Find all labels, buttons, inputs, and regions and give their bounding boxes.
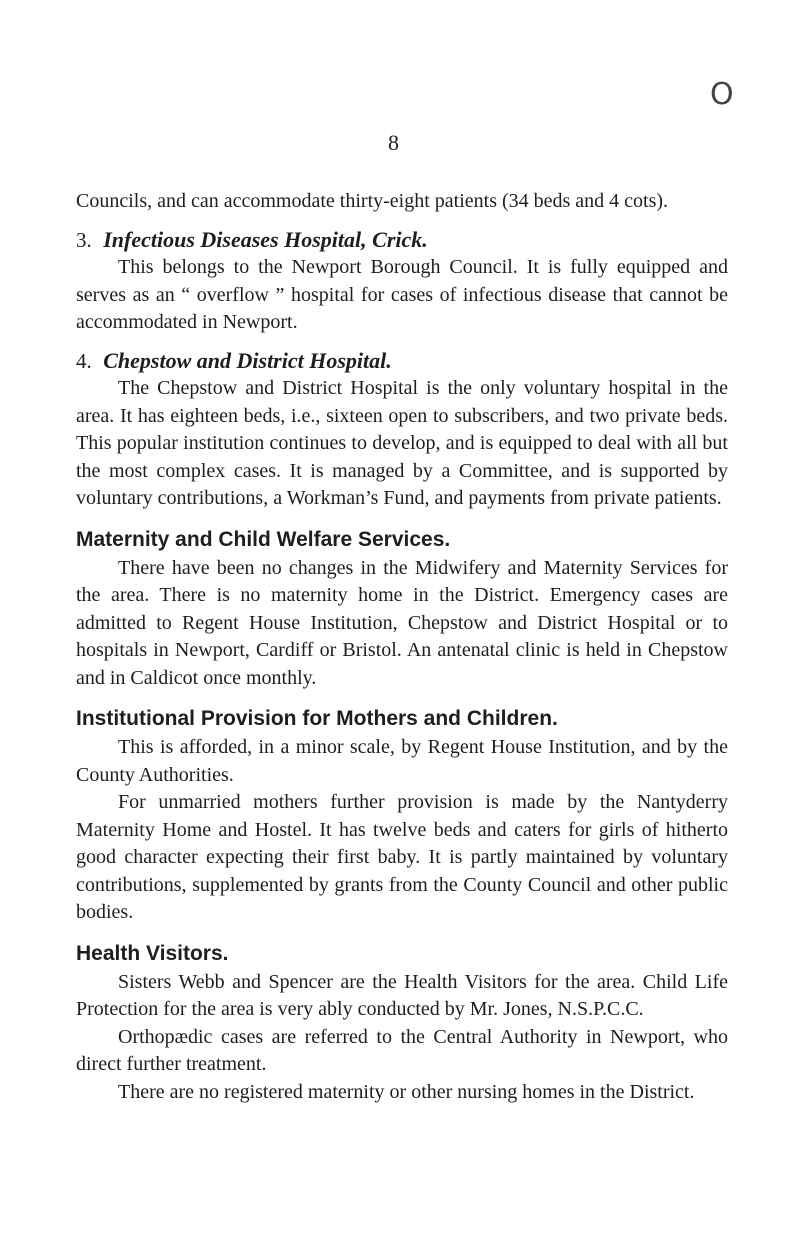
health-visitors-para-1: Sisters Webb and Spencer are the Health Visitors for the area. Child Life Protection for the area is very ably conducted by Mr. Jones, N.S.P.C.C. bbox=[76, 970, 728, 1020]
health-visitors-para-3: There are no registered maternity or other nursing homes in the District. bbox=[118, 1080, 695, 1103]
corner-mark: O bbox=[710, 77, 734, 112]
maternity-heading: Maternity and Child Welfare Services. bbox=[76, 527, 451, 551]
health-visitors-heading: Health Visitors. bbox=[76, 941, 229, 965]
health-visitors-para-2: Orthopædic cases are referred to the Central Authority in Newport, who direct further treatment. bbox=[76, 1025, 728, 1075]
item-4-number: 4. bbox=[76, 348, 92, 373]
intro-paragraph: Councils, and can accommodate thirty-eight patients (34 beds and 4 cots). bbox=[76, 190, 669, 212]
item-3-title: Infectious Diseases Hospital, Crick. bbox=[103, 226, 428, 252]
item-3-number: 3. bbox=[76, 227, 92, 252]
item-4-heading bbox=[76, 347, 728, 376]
institutional-heading: Institutional Provision for Mothers and Children. bbox=[76, 707, 558, 730]
institutional-para-1: This is afforded, in a minor scale, by Regent House Institution, and by the County Authorities. bbox=[76, 736, 728, 786]
item-4-title: Chepstow and District Hospital. bbox=[103, 347, 392, 373]
page-number: 8 bbox=[388, 130, 399, 155]
institutional-para-2: For unmarried mothers further provision is made by the Nantyderry Maternity Home and Hostel. It has twelve beds and caters for girls of hitherto good character expecting their first baby. It is partly maintained by voluntary contributions, supplemented by grants from the County Council and other public bodies. bbox=[76, 791, 728, 923]
document-body bbox=[76, 188, 728, 1106]
item-4-body: The Chepstow and District Hospital is the only voluntary hospital in the area. It has eighteen beds, i.e., sixteen open to subscribers, and two private beds. This popular institution continues to develop, and is equipped to deal with all but the most complex cases. It is managed by a Committee, and is supported by voluntary contributions, a Workman’s Fund, and payments from private patients. bbox=[76, 377, 728, 509]
maternity-body: There have been no changes in the Midwifery and Maternity Services for the area. There is no maternity home in the District. Emergency cases are admitted to Regent House Institution, Chepstow and District Hospital or to hospitals in Newport, Cardiff or Bristol. An antenatal clinic is held in Chepstow and in Caldicot once monthly. bbox=[76, 556, 728, 689]
item-3-heading bbox=[76, 226, 728, 255]
item-3-body: This belongs to the Newport Borough Council. It is fully equipped and serves as an “ overflow ” hospital for cases of infectious disease that cannot be accommodated in Newport. bbox=[76, 256, 728, 333]
